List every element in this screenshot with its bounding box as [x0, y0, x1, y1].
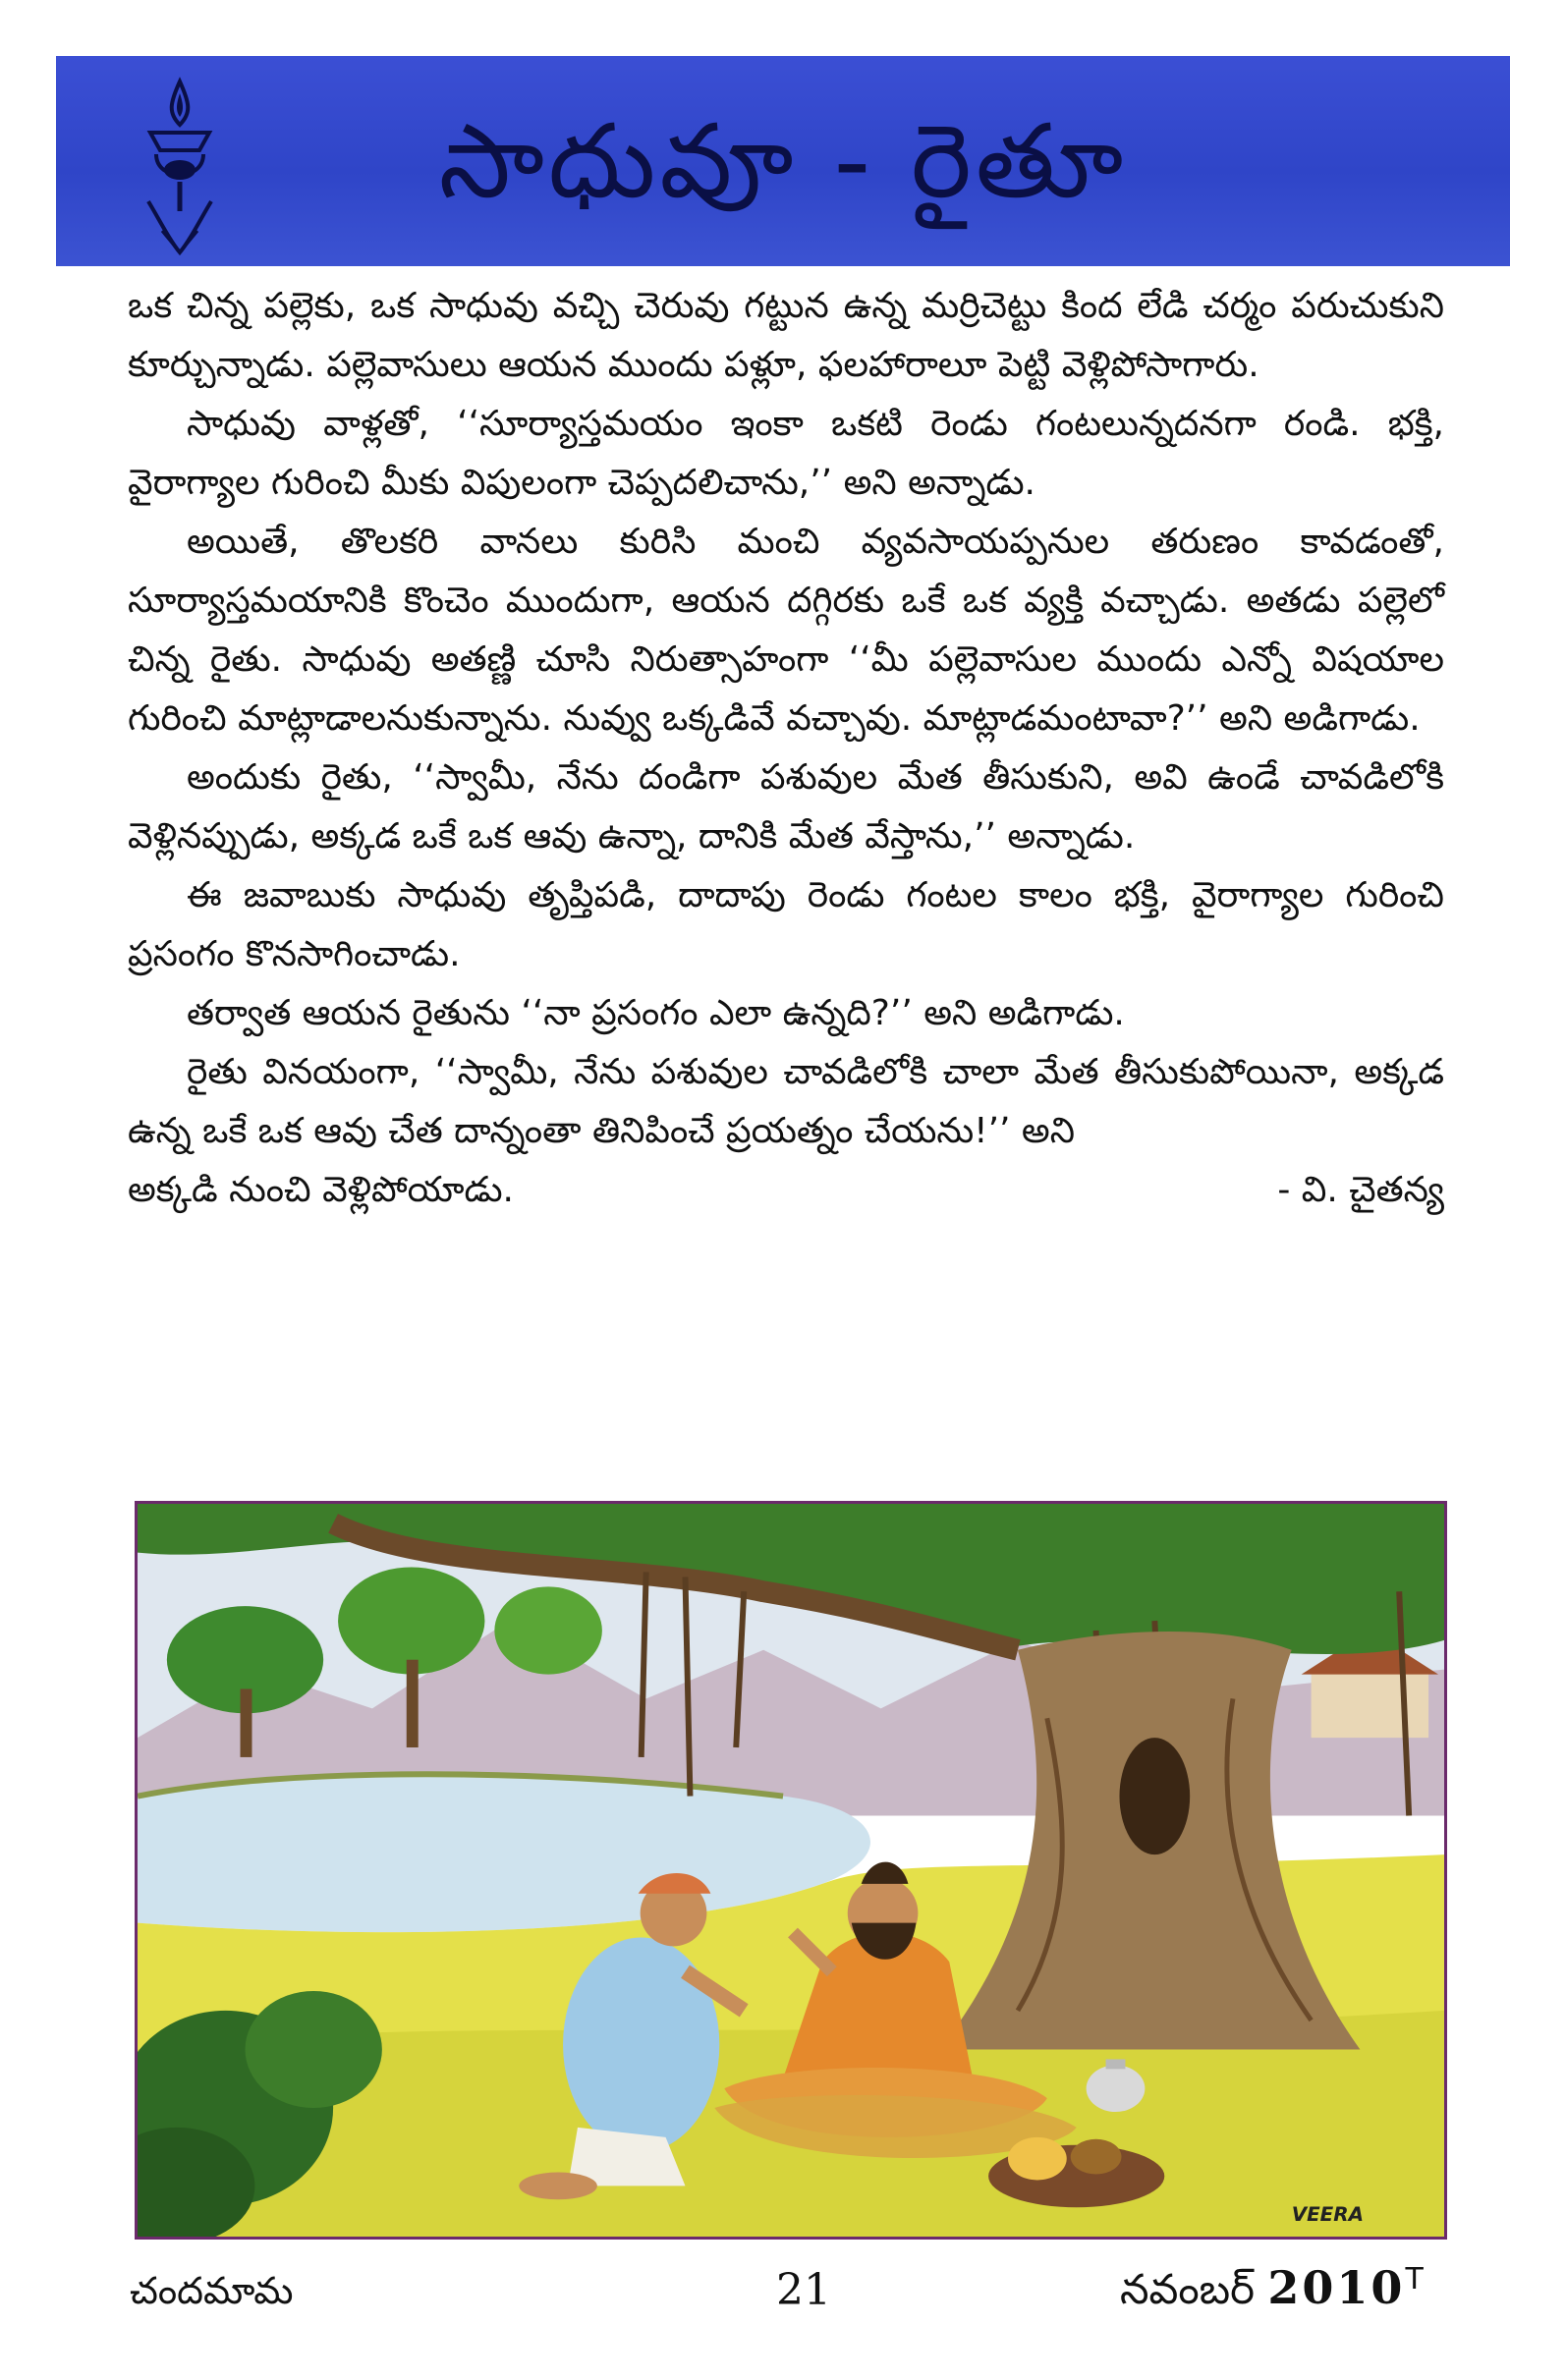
issue-year: 2010	[1267, 2261, 1406, 2314]
story-paragraph-1: ఒక చిన్న పల్లెకు, ఒక సాధువు వచ్చి చెరువు గట్టున ఉన్న మర్రిచెట్టు కింద లేడి చర్మం పరుచుకుని కూర్చున్నాడు. పల్లెవాసులు ఆయన ముందు పళ్లూ, ఫలహారాలూ పెట్టి వెళ్లిపోసాగారు.	[128, 286, 1444, 385]
page-number: 21	[776, 2265, 831, 2315]
story-paragraph-4: అందుకు రైతు, ‘‘స్వామీ, నేను దండిగా పశువుల మేత తీసుకుని, అవి ఉండే చావడిలోకి వెళ్లినప్పుడు, అక్కడ ఒకే ఒక ఆవు ఉన్నా, దానికి మేత వేస్తాను,’’ అన్నాడు.	[128, 757, 1444, 857]
story-paragraph-6: తర్వాత ఆయన రైతును ‘‘నా ప్రసంగం ఎలా ఉన్నది?’’ అని అడిగాడు.	[187, 993, 1125, 1033]
story-last-line: అక్కడి నుంచి వెళ్లిపోయాడు.	[128, 1170, 514, 1210]
author-name: - వి. చైతన్య	[1277, 1170, 1444, 1210]
artist-signature: VEERA	[1291, 2203, 1365, 2227]
story-paragraph-2: సాధువు వాళ్లతో, ‘‘సూర్యాస్తమయం ఇంకా ఒకటి రెండు గంటలున్నదనగా రండి. భక్తి, వైరాగ్యాల గురించి మీకు విపులంగా చెప్పదలిచాను,’’ అని అన్నాడు.	[128, 404, 1444, 503]
story-paragraph-5: ఈ జవాబుకు సాధువు తృప్తిపడి, దాదాపు రెండు గంటల కాలం భక్తి, వైరాగ్యాల గురించి ప్రసంగం కొనసాగించాడు.	[128, 875, 1444, 974]
story-paragraph-3: అయితే, తొలకరి వానలు కురిసి మంచి వ్యవసాయప్పనుల తరుణం కావడంతో, సూర్యాస్తమయానికి కొంచెం ముందుగా, ఆయన దగ్గిరకు ఒకే ఒక వ్యక్తి వచ్చాడు. అతడు పల్లెలో చిన్న రైతు. సాధువు అతణ్ణి చూసి నిరుత్సాహంగా ‘‘మీ పల్లెవాసుల ముందు ఎన్నో విషయాల గురించి మాట్లాడాలనుకున్నాను. నువ్వు ఒక్కడివే వచ్చావు. మాట్లాడమంటావా?’’ అని అడిగాడు.	[128, 522, 1444, 739]
story-body	[128, 277, 1444, 1220]
issue-mark: T	[1405, 2262, 1424, 2297]
magazine-name: చందమామ	[130, 2269, 294, 2312]
page-footer	[0, 2249, 1566, 2328]
story-closing-line	[128, 1161, 1444, 1220]
issue-date	[1120, 2261, 1424, 2324]
issue-month: నవంబర్	[1120, 2265, 1256, 2313]
title-banner	[56, 56, 1510, 266]
story-illustration	[135, 1501, 1447, 2240]
story-title: సాధువూ - రైతూ	[438, 101, 1128, 221]
story-paragraph-7: రైతు వినయంగా, ‘‘స్వామీ, నేను పశువుల చావడిలోకి చాలా మేత తీసుకుపోయినా, అక్కడ ఉన్న ఒకే ఒక ఆవు చేత దాన్నంతా తినిపించే ప్రయత్నం చేయను!’’ అని	[128, 1052, 1444, 1151]
sage-and-farmer-illustration	[138, 1504, 1444, 2237]
